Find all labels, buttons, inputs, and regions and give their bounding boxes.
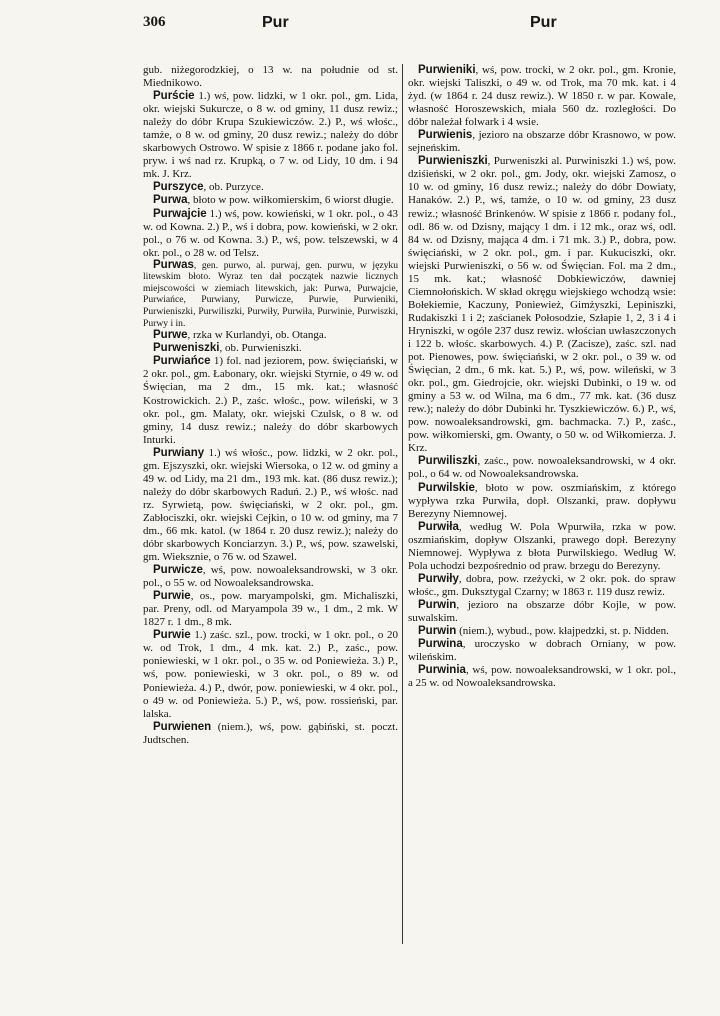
entry-text: , błoto w pow. oszmiańskim, z którego wypływa rzka Purwiła, dopł. Olszanki, praw. dopływu Berezyny Niemnowej. bbox=[408, 481, 676, 520]
entry-text: , dobra, pow. rzeżycki, w 2 okr. pok. do spraw włośc., gm. Duksztygal Czarny; w 1863 r. 119 dusz rewiz. bbox=[408, 572, 676, 598]
entry-text: 1.) wś, pow. kowieński, w 1 okr. pol., o 43 w. od Kowna. 2.) P., wś i dobra, pow. kowieński, w 2 okr. pol., o 76 w. od Kowna. 3.) P., wś, pow. telszewski, w 4 okr. pol., o 28 w. od Telsz. bbox=[143, 207, 398, 259]
entry-headword: Purwienis bbox=[418, 129, 473, 142]
entry-headword: Purwieniszki bbox=[418, 155, 488, 168]
entry-headword: Purwiły bbox=[418, 572, 459, 585]
entry-headword: Purwie bbox=[153, 629, 191, 642]
entry-headword: Purwin bbox=[418, 625, 457, 638]
dictionary-entry bbox=[408, 573, 676, 599]
entry-text: , os., pow. maryampolski, gm. Michaliszki, par. Preny, odl. od Maryampola 39 w., 1 dm., 2 mk. W 1827 r. 1 dm., 8 mk. bbox=[143, 590, 398, 629]
entry-text: , gen. purwo, al. purwaj, gen. purwu, w języku litewskim błoto. Wyraz ten dał początek nazwie licznych miejscowości w ziemiach litewskich, jak: Purwa, Purwajcie, Purwiańce, Purwiany, Purwicze, Purwie, Purwieniki, Purwieniszki, Purwiliszki, Purwiły, Purwiła, Purwinie, Purwiszki, Purwy i in. bbox=[143, 259, 398, 329]
entry-text: , według W. Pola Wpurwiła, rzka w pow. oszmiańskim, dopływ Olszanki, prawego dopł. Berezyny Niemnowej. Wypływa z błota Purwilskiego. Według W. Pola uchodzi bezpośrednio od praw. brzegu do Berezyny. bbox=[408, 520, 676, 572]
left-column bbox=[143, 64, 398, 747]
dictionary-entry bbox=[408, 64, 676, 129]
entry-text: 1.) zaśc. szl., pow. trocki, w 1 okr. pol., o 20 w. od Trok, 1 dm., 4 mk. kat. 2.) P., zaśc., pow. poniewieski, w 1 okr. pol., o 35 w. od Poniewieża. 3.) P., wś, pow. poniewieski, w 3 okr. pol., o 89 w. od Poniewieża. 4.) P., dwór, pow. poniewieski, w 4 okr. pol., o 49 w. od Poniewieża. 5.) P., wś, pow. rossieński, par. lalska. bbox=[143, 629, 398, 720]
dictionary-entry bbox=[408, 625, 676, 638]
entry-headword: Purwas bbox=[153, 258, 194, 271]
entry-headword: Purweniszki bbox=[153, 342, 220, 355]
entry-text: , wś, pow. nowoaleksandrowski, w 1 okr. pol., a 25 w. od Nowoaleksandrowska. bbox=[408, 664, 676, 690]
entry-text: , ob. Purzyce. bbox=[203, 181, 264, 194]
entry-headword: Purwicze bbox=[153, 564, 203, 577]
entry-headword: Purwienen bbox=[153, 720, 212, 733]
entry-headword: Purwiany bbox=[153, 446, 205, 459]
entry-headword: Purwajcie bbox=[153, 207, 207, 220]
dictionary-entry bbox=[408, 638, 676, 664]
column-divider bbox=[402, 64, 403, 944]
dictionary-entry bbox=[143, 194, 398, 207]
dictionary-entry bbox=[143, 329, 398, 342]
dictionary-entry bbox=[143, 342, 398, 355]
entry-text: , Purweniszki al. Purwiniszki 1.) wś, pow. dziśieński, w 2 okr. pol., gm. Jody, okr. wiejski Zamosz, o 10 w. od gminy, 16 dusz rewiz.; należy do dóbr Dowiaty, Hanaków. 2.) P., wś, tamże, o 10 w. od gminy, 23 dusz rewiz.; własność Brinkenów. W spisie z 1866 r. podany fol., odl. 86 w. od Dzisny, mający 1 dm. i 12 mk., oraz wś, odl. 84 w. od Dzisny, mająca 4 dm. i 71 mk. 3.) P., dobra, pow. święciański, w 2 okr. pol., gm. i par. Kukuciszki, okr. wiejski Purwieniszki, o 56 w. od Święcian. Fol. ma 2 dm., 15 mk. kat.; własność Dobkiewiczów, dawniej Ciemnołońskich. W skład okręgu wiejskiego wchodzą wsie: Bołekiemie, Kaczuny, Poniewież, Gimżyszki, Lepiniszki, Rudakiszki 1 i 2; zaścianek Połosodzie, Szłapie 1, 2, 3 i 4 i Hryniszki, w ogóle 237 dusz rewiz. włościan uwłaszczonych i 122 b. włośc. skarbowych. 4.) P. (Zacisze), zaśc. szl. nad pot. Pienowes, pow. święciański, w 2 okr. pol., o 39 w. od Święcian, 2 dm., 6 mk. kat. 5.) P., wś, pow. wileński, w 3 okr. pol., gm. Giedrojcie, okr. wiejski Dubinki, o 19 w. od gminy a 53 w. od Wilna, ma 6 dm., 77 mk. kat. (36 dusz rew.); należy do dóbr Dubinki hr. Tyszkiewiczów. 6.) P., wś, pow. nowoaleksandrowski, gm. bachmacka. 7.) P., zaśc., pow. wiłkomierski, gm. Owanty, o 50 w. od Wiłkomierza. J. Krz. bbox=[408, 155, 676, 455]
entry-text: 1.) wś włośc., pow. lidzki, w 2 okr. pol., gm. Ejszyszki, okr. wiejski Wiersoka, o 12 w. od gminy a 49 w. od Lidy, ma 21 dm., 193 mk. kat. (86 dusz rewiz.); należy do dóbr skarbowych Raduń. 2.) P., wś włośc. nad rz. Syrwietą, pow. święciański, w 2 okr. pol., gm. Zabłociszki, okr. wiejski Cejkin, o 10 w. od gminy, ma 7 dm., 66 mk. katol. (w 1864 r. 20 dusz rewiz.); należy do dóbr skarbowych Konciarzyn. 3.) P., wś, pow. szawelski, gm. Wiekszniе, o 76 w. od Szawel. bbox=[143, 446, 398, 564]
dictionary-entry bbox=[143, 208, 398, 260]
entry-headword: Purwiliszki bbox=[418, 455, 478, 468]
entry-text: gub. niżegorodzkiej, o 13 w. na południe od st. Miednikowo. bbox=[143, 64, 398, 90]
entry-text: , ob. Purwieniszki. bbox=[219, 342, 302, 355]
entry-text: (niem.), wś, pow. gąbiński, st. poczt. Judtschen. bbox=[143, 720, 398, 746]
entry-headword: Purszyce bbox=[153, 181, 204, 194]
entry-headword: Purwie bbox=[153, 590, 191, 603]
entry-headword: Purwiła bbox=[418, 520, 459, 533]
entry-headword: Purwina bbox=[418, 638, 463, 651]
dictionary-entry bbox=[143, 590, 398, 629]
entry-headword: Purwinia bbox=[418, 664, 466, 677]
entry-headword: Purwiańce bbox=[153, 355, 211, 368]
dictionary-entry bbox=[408, 455, 676, 481]
dictionary-entry bbox=[408, 482, 676, 521]
entry-text: , zaśc., pow. nowoaleksandrowski, w 4 okr. pol., o 64 w. od Nowoaleksandrowska. bbox=[408, 455, 676, 481]
dictionary-entry bbox=[408, 521, 676, 573]
dictionary-entry bbox=[143, 721, 398, 747]
dictionary-entry bbox=[143, 90, 398, 181]
entry-text: 1) fol. nad jeziorem, pow. święciański, w 2 okr. pol., gm. Łabonary, okr. wiejski Styrnie, o 49 w. od Święcian, ma 2 dm., 15 mk. kat.; własność Kostrowickich. 2.) P., zaśc. włośc., pow. wileński, w 3 okr. pol., gm. Malaty, okr. wiejski Czulsk, o 8 w. od gminy, 14 dusz rewiz.; należy do dóbr skarbowych Inturki. bbox=[143, 355, 398, 446]
dictionary-entry bbox=[143, 64, 398, 90]
dictionary-entry bbox=[408, 664, 676, 690]
dictionary-entry bbox=[143, 260, 398, 330]
entry-headword: Purście bbox=[153, 90, 195, 103]
entry-text: (niem.), wybud., pow. kłajpedzki, st. p. Nidden. bbox=[456, 625, 669, 638]
entry-text: , uroczysko w dobrach Orniany, w pow. wileńskim. bbox=[408, 638, 676, 664]
dictionary-entry bbox=[143, 447, 398, 564]
running-head-left: Pur bbox=[262, 14, 289, 31]
entry-headword: Purwa bbox=[153, 194, 188, 207]
right-column bbox=[408, 64, 676, 690]
running-head-right: Pur bbox=[530, 14, 557, 31]
dictionary-entry bbox=[143, 355, 398, 446]
page-number: 306 bbox=[143, 14, 166, 30]
entry-headword: Purwin bbox=[418, 598, 457, 611]
entry-text: , wś, pow. nowoaleksandrowski, w 3 okr. pol., o 55 w. od Nowoaleksandrowska. bbox=[143, 564, 398, 590]
entry-text: 1.) wś, pow. lidzki, w 1 okr. pol., gm. Lida, okr. wiejski Sukurcze, o 8 w. od gminy, 11 dusz rewiz.; należy do dóbr Krupa Szukiewiczów. 2.) P., wś włośc., tamże, o 8 w. od gminy, 20 dusz rewiz.; należy do dóbr skarbowych Ostrowo. W spisie z 1866 r. podane jako fol. pryw. i wś nad rz. Krupką, o 7 w. od Lidy, 10 dm. i 94 mk. J. Krz. bbox=[143, 90, 398, 181]
entry-headword: Purwieniki bbox=[418, 64, 476, 76]
entry-headword: Purwilskie bbox=[418, 481, 475, 494]
entry-text: , jezioro na obszarze dóbr Kojle, w pow. suwalskim. bbox=[408, 598, 676, 624]
dictionary-entry bbox=[408, 599, 676, 625]
entry-text: , wś, pow. trocki, w 2 okr. pol., gm. Kronie, okr. wiejski Taliszki, o 49 w. od Trok, ma 70 mk. kat. i 4 żyd. (w 1864 r. 24 dusz rewiz.). W 1850 r. w par. Kowale, własność Horoszewskich, miała 560 dz. rozległości. Do dóbr należał folwark i 4 wsie. bbox=[408, 64, 676, 129]
dictionary-entry bbox=[143, 629, 398, 720]
dictionary-entry bbox=[408, 129, 676, 155]
entry-text: , rzka w Kurlandyi, ob. Otanga. bbox=[187, 329, 327, 342]
dictionary-entry bbox=[143, 564, 398, 590]
entry-text: , jezioro na obszarze dóbr Krasnowo, w pow. sejneńskim. bbox=[408, 129, 676, 155]
entry-text: , błoto w pow. wiłkomierskim, 6 wiorst długie. bbox=[187, 194, 394, 207]
dictionary-entry bbox=[408, 155, 676, 455]
page-header bbox=[0, 10, 720, 38]
dictionary-entry bbox=[143, 181, 398, 194]
entry-headword: Purwe bbox=[153, 329, 188, 342]
